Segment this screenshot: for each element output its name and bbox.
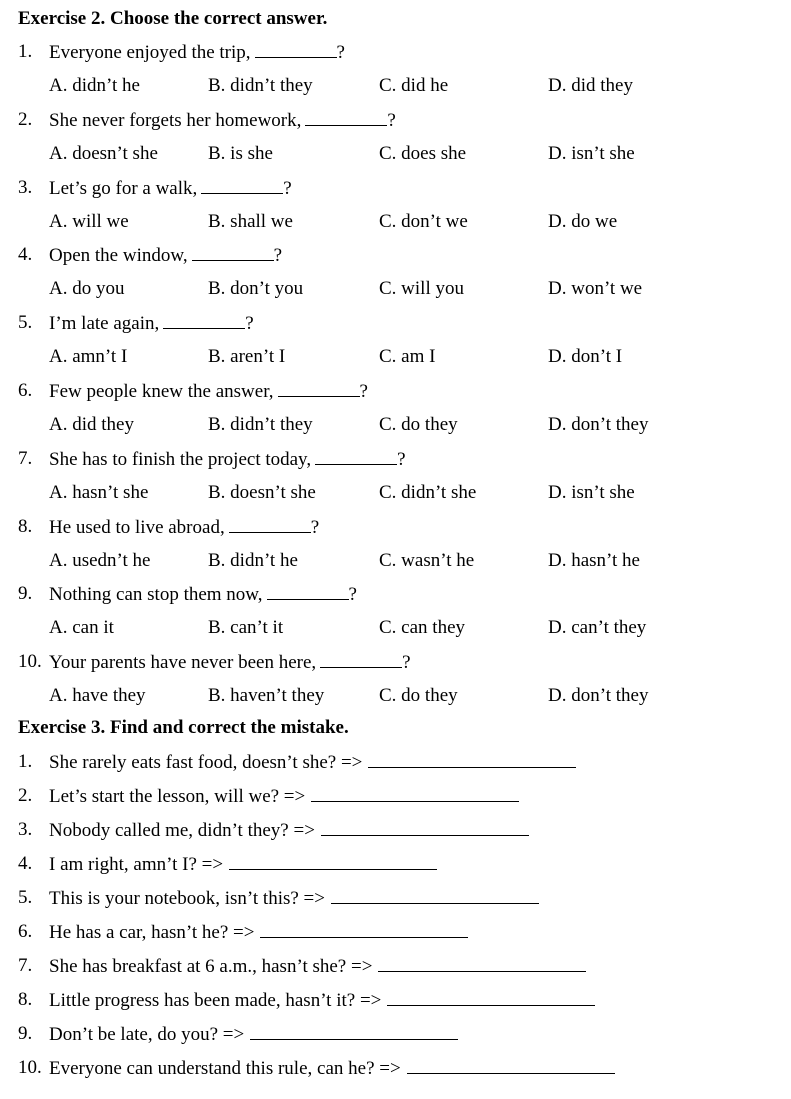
option-a[interactable]: A. didn’t he: [49, 75, 140, 96]
correction-blank[interactable]: [378, 954, 586, 972]
question-stem: Let’s go for a walk,: [49, 178, 198, 199]
correction-blank[interactable]: [260, 920, 468, 938]
question-stem: I’m late again,: [49, 313, 160, 334]
question-text: [49, 40, 345, 65]
question-mark: ?: [245, 313, 254, 334]
item-sentence: Don’t be late, do you? =>: [49, 1024, 245, 1045]
question-number: 8.: [18, 516, 33, 537]
question-mark: ?: [283, 178, 292, 199]
question-row: [0, 243, 791, 267]
question-text: [49, 447, 406, 472]
question-mark: ?: [402, 652, 411, 673]
item-text: [49, 1056, 615, 1081]
answer-blank[interactable]: [192, 243, 274, 261]
correction-blank[interactable]: [229, 852, 437, 870]
correction-row: [0, 818, 791, 842]
option-c[interactable]: C. did he: [379, 75, 449, 96]
question-row: [0, 379, 791, 403]
item-text: [49, 988, 595, 1013]
option-a[interactable]: A. doesn’t she: [49, 143, 158, 164]
question-text: [49, 108, 396, 133]
question-stem: She has to finish the project today,: [49, 449, 312, 470]
option-b[interactable]: B. aren’t I: [208, 346, 286, 367]
question-mark: ?: [336, 42, 345, 63]
answer-blank[interactable]: [315, 447, 397, 465]
item-text: [49, 1022, 458, 1047]
question-stem: She never forgets her homework,: [49, 110, 302, 131]
item-number: 1.: [18, 751, 33, 772]
answer-blank[interactable]: [320, 650, 402, 668]
option-b[interactable]: B. doesn’t she: [208, 482, 316, 503]
correction-blank[interactable]: [331, 886, 539, 904]
question-text: [49, 650, 411, 675]
correction-row: [0, 852, 791, 876]
question-number: 7.: [18, 448, 33, 469]
answer-blank[interactable]: [229, 515, 311, 533]
correction-row: [0, 750, 791, 774]
item-text: [49, 954, 586, 979]
options-row: [0, 413, 791, 437]
question-text: [49, 176, 292, 201]
correction-row: [0, 1022, 791, 1046]
question-stem: Nothing can stop them now,: [49, 584, 263, 605]
item-number: 2.: [18, 785, 33, 806]
option-a[interactable]: A. usedn’t he: [49, 550, 151, 571]
item-text: [49, 818, 529, 843]
correction-row: [0, 1056, 791, 1080]
item-sentence: Everyone can understand this rule, can he? =>: [49, 1058, 401, 1079]
option-a[interactable]: A. can it: [49, 617, 114, 638]
option-c[interactable]: C. can they: [379, 617, 466, 638]
correction-row: [0, 784, 791, 808]
question-number: 5.: [18, 312, 33, 333]
option-c[interactable]: C. do they: [379, 685, 458, 706]
option-b[interactable]: B. is she: [208, 143, 273, 164]
question-text: [49, 582, 357, 607]
question-number: 4.: [18, 244, 33, 265]
question-text: [49, 379, 368, 404]
item-number: 10.: [18, 1057, 42, 1078]
option-a[interactable]: A. will we: [49, 211, 129, 232]
option-b[interactable]: B. haven’t they: [208, 685, 325, 706]
option-d[interactable]: D. hasn’t he: [548, 550, 640, 571]
option-d[interactable]: D. isn’t she: [548, 482, 635, 503]
correction-row: [0, 954, 791, 978]
question-stem: Everyone enjoyed the trip,: [49, 42, 251, 63]
options-row: [0, 616, 791, 640]
question-number: 2.: [18, 109, 33, 130]
question-mark: ?: [273, 245, 283, 266]
option-a[interactable]: A. amn’t I: [49, 346, 128, 367]
option-b[interactable]: B. didn’t he: [208, 550, 298, 571]
question-row: [0, 108, 791, 132]
option-b[interactable]: B. shall we: [208, 211, 293, 232]
item-text: [49, 750, 576, 775]
option-a[interactable]: A. do you: [49, 278, 125, 299]
option-d[interactable]: D. did they: [548, 75, 633, 96]
correction-row: [0, 920, 791, 944]
option-b[interactable]: B. didn’t they: [208, 414, 313, 435]
option-c[interactable]: C. do they: [379, 414, 458, 435]
exercise2-title: Exercise 2. Choose the correct answer.: [18, 8, 328, 29]
option-b[interactable]: B. can’t it: [208, 617, 284, 638]
correction-blank[interactable]: [368, 750, 576, 768]
question-row: [0, 582, 791, 606]
question-text: [49, 515, 319, 540]
answer-blank[interactable]: [201, 176, 283, 194]
correction-blank[interactable]: [311, 784, 519, 802]
option-d[interactable]: D. can’t they: [548, 617, 647, 638]
question-row: [0, 176, 791, 200]
question-row: [0, 447, 791, 471]
option-a[interactable]: A. did they: [49, 414, 134, 435]
answer-blank[interactable]: [278, 379, 360, 397]
answer-blank[interactable]: [267, 582, 349, 600]
option-d[interactable]: D. don’t they: [548, 414, 649, 435]
item-text: [49, 852, 437, 877]
question-mark: ?: [359, 381, 368, 402]
options-row: [0, 74, 791, 98]
question-stem: He used to live abroad,: [49, 517, 225, 538]
question-mark: ?: [397, 449, 406, 470]
item-sentence: Nobody called me, didn’t they? =>: [49, 820, 315, 841]
item-sentence: She has breakfast at 6 a.m., hasn’t she? =>: [49, 956, 373, 977]
option-c[interactable]: C. don’t we: [379, 211, 468, 232]
options-row: [0, 277, 791, 301]
item-sentence: Let’s start the lesson, will we? =>: [49, 786, 306, 807]
item-sentence: He has a car, hasn’t he? =>: [49, 922, 255, 943]
correction-blank[interactable]: [321, 818, 529, 836]
question-mark: ?: [310, 517, 320, 538]
question-stem: Open the window,: [49, 245, 188, 266]
options-row: [0, 481, 791, 505]
option-b[interactable]: B. didn’t they: [208, 75, 313, 96]
question-text: [49, 311, 254, 336]
question-row: [0, 311, 791, 335]
item-text: [49, 886, 539, 911]
option-a[interactable]: A. have they: [49, 685, 146, 706]
correction-blank[interactable]: [407, 1056, 615, 1074]
option-d[interactable]: D. do we: [548, 211, 618, 232]
option-d[interactable]: D. don’t I: [548, 346, 623, 367]
correction-row: [0, 886, 791, 910]
exercise3-title: Exercise 3. Find and correct the mistake.: [18, 717, 349, 738]
options-row: [0, 210, 791, 234]
option-c[interactable]: C. will you: [379, 278, 464, 299]
item-number: 9.: [18, 1023, 33, 1044]
correction-blank[interactable]: [387, 988, 595, 1006]
question-number: 9.: [18, 583, 33, 604]
option-c[interactable]: C. am I: [379, 346, 436, 367]
option-a[interactable]: A. hasn’t she: [49, 482, 149, 503]
question-number: 3.: [18, 177, 33, 198]
question-text: [49, 243, 282, 268]
options-row: [0, 142, 791, 166]
answer-blank[interactable]: [305, 108, 387, 126]
answer-blank[interactable]: [255, 40, 337, 58]
options-row: [0, 684, 791, 708]
option-d[interactable]: D. won’t we: [548, 278, 643, 299]
option-c[interactable]: C. wasn’t he: [379, 550, 475, 571]
correction-row: [0, 988, 791, 1012]
option-c[interactable]: C. does she: [379, 143, 467, 164]
item-number: 7.: [18, 955, 33, 976]
item-text: [49, 784, 519, 809]
question-mark: ?: [387, 110, 396, 131]
question-row: [0, 650, 791, 674]
option-d[interactable]: D. isn’t she: [548, 143, 635, 164]
options-row: [0, 549, 791, 573]
item-text: [49, 920, 468, 945]
item-sentence: She rarely eats fast food, doesn’t she? =>: [49, 752, 363, 773]
question-number: 10.: [18, 651, 42, 672]
option-b[interactable]: B. don’t you: [208, 278, 304, 299]
item-sentence: I am right, amn’t I? =>: [49, 854, 224, 875]
item-number: 5.: [18, 887, 33, 908]
question-row: [0, 515, 791, 539]
question-number: 1.: [18, 41, 33, 62]
answer-blank[interactable]: [163, 311, 245, 329]
item-number: 4.: [18, 853, 33, 874]
option-c[interactable]: C. didn’t she: [379, 482, 477, 503]
options-row: [0, 345, 791, 369]
question-stem: Few people knew the answer,: [49, 381, 274, 402]
question-row: [0, 40, 791, 64]
question-mark: ?: [348, 584, 357, 605]
item-sentence: Little progress has been made, hasn’t it? =>: [49, 990, 382, 1011]
correction-blank[interactable]: [250, 1022, 458, 1040]
question-number: 6.: [18, 380, 33, 401]
item-number: 6.: [18, 921, 33, 942]
question-stem: Your parents have never been here,: [49, 652, 317, 673]
item-number: 8.: [18, 989, 33, 1010]
item-sentence: This is your notebook, isn’t this? =>: [49, 888, 325, 909]
item-number: 3.: [18, 819, 33, 840]
option-d[interactable]: D. don’t they: [548, 685, 649, 706]
